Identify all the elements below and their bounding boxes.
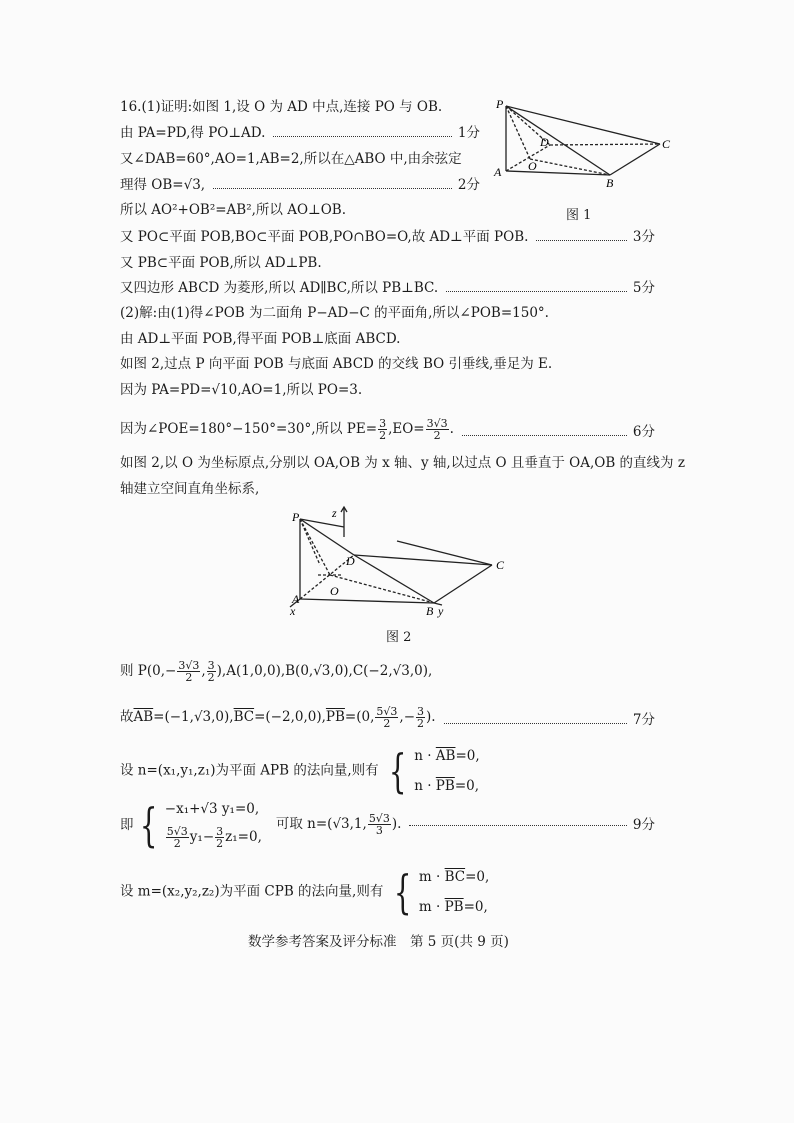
fig2-label-b: B: [426, 604, 434, 618]
fig2-label-x: x: [290, 604, 296, 618]
line-13: 因为∠POE=180°−150°=30°,所以 PE= $\frac{3}{2}$ ,EO= $\frac{3√3}{2}$ . 6分: [120, 417, 655, 442]
score-label: 3分: [632, 229, 655, 245]
fig1-label-p: P: [496, 98, 504, 111]
solution-line-3: 又∠DAB=60°,AO=1,AB=2,所以在△ABO 中,由余弦定: [120, 151, 462, 167]
solution-line-9: (2)解:由(1)得∠POB 为二面角 P−AD−C 的平面角,所以∠POB=150°.: [120, 305, 549, 321]
figure-1-caption: 图 1: [566, 208, 592, 223]
fig2-label-z: z: [332, 506, 337, 520]
score-7: 7分: [632, 712, 655, 728]
score-label: 1分: [457, 125, 480, 141]
score-label: 2分: [457, 177, 480, 193]
figure-2-diagram: [282, 505, 522, 620]
solution-line-6: 又 PO⊂平面 POB,BO⊂平面 POB,PO∩BO=O,故 AD⊥平面 POB. 3分: [120, 229, 655, 245]
solution-line-5: 所以 AO²+OB²=AB²,所以 AO⊥OB.: [120, 202, 346, 218]
fig1-label-o: O: [528, 159, 537, 173]
figure-2-caption: 图 2: [386, 630, 412, 645]
solution-line-12: 因为 PA=PD=√10,AO=1,所以 PO=3.: [120, 382, 363, 398]
solution-line-7: 又 PB⊂平面 POB,所以 AD⊥PB.: [120, 255, 322, 271]
fig2-label-o: O: [330, 584, 339, 598]
solution-line-11: 如图 2,过点 P 向平面 POB 与底面 ABCD 的交线 BO 引垂线,垂足为 E.: [120, 356, 553, 372]
score-label: 5分: [632, 280, 655, 296]
fig1-label-a: A: [494, 165, 502, 179]
score-9: 9分: [632, 816, 655, 833]
fig2-label-c: C: [496, 558, 505, 572]
normal-m-line: 设 m=(x₂,y₂,z₂)为平面 CPB 的法向量,则有 { $m \cdot \overline{BC}=0$, $m \cdot \overline{PB}=0$,: [120, 865, 490, 919]
line-14b: 轴建立空间直角坐标系,: [120, 481, 260, 497]
solution-line-2: 由 PA=PD,得 PO⊥AD. 1分: [120, 125, 480, 141]
fig2-label-a: A: [292, 592, 300, 606]
page-footer: 数学参考答案及评分标准 第 5 页(共 9 页): [248, 934, 509, 950]
fig1-label-c: C: [662, 137, 671, 151]
fig2-label-d: D: [346, 554, 355, 568]
fig2-label-y: y: [438, 604, 444, 618]
solve-n-line: 即 { −x₁+√3 y₁=0, $\frac{5√3}{2}$ y₁− $\frac{3}{2}$ z₁=0, 可取 n=(√3,1, $\frac{5√3}{3}$ ). 9分: [120, 797, 655, 852]
solution-line-4: 理得 OB=√3, 2分: [120, 177, 480, 193]
coords-line: 则 P(0,− $\frac{3√3}{2}$ , $\frac{3}{2}$ ),A(1,0,0),B(0,√3,0),C(−2,√3,0),: [120, 659, 433, 684]
normal-n-line: 设 n=(x₁,y₁,z₁)为平面 APB 的法向量,则有 { $n \cdot \overline{AB}=0$, $n \cdot \overline{PB}=0$,: [120, 744, 480, 798]
solution-line-1: 16.(1)证明:如图 1,设 O 为 AD 中点,连接 PO 与 OB.: [120, 99, 443, 115]
line-14a: 如图 2,以 O 为坐标原点,分别以 OA,OB 为 x 轴、y 轴,以过点 O 且垂直于 OA,OB 的直线为 z: [120, 455, 685, 471]
solution-line-10: 由 AD⊥平面 POB,得平面 POB⊥底面 ABCD.: [120, 331, 401, 347]
figure-1-diagram: [488, 98, 678, 190]
vectors-line: 故$\overline{AB}=(-1,√3,0),\overline{BC}=(-2,0,0),\overline{PB}=(0$, $\frac{5√3}{2}$ ,− $\frac{3}{2}$ ). 7分: [120, 705, 655, 730]
solution-line-8: 又四边形 ABCD 为菱形,所以 AD∥BC,所以 PB⊥BC. 5分: [120, 280, 655, 296]
score-6: 6分: [632, 424, 655, 440]
fig2-label-p: P: [292, 510, 300, 524]
fig1-label-d: D: [540, 135, 549, 149]
fig1-label-b: B: [606, 176, 614, 190]
